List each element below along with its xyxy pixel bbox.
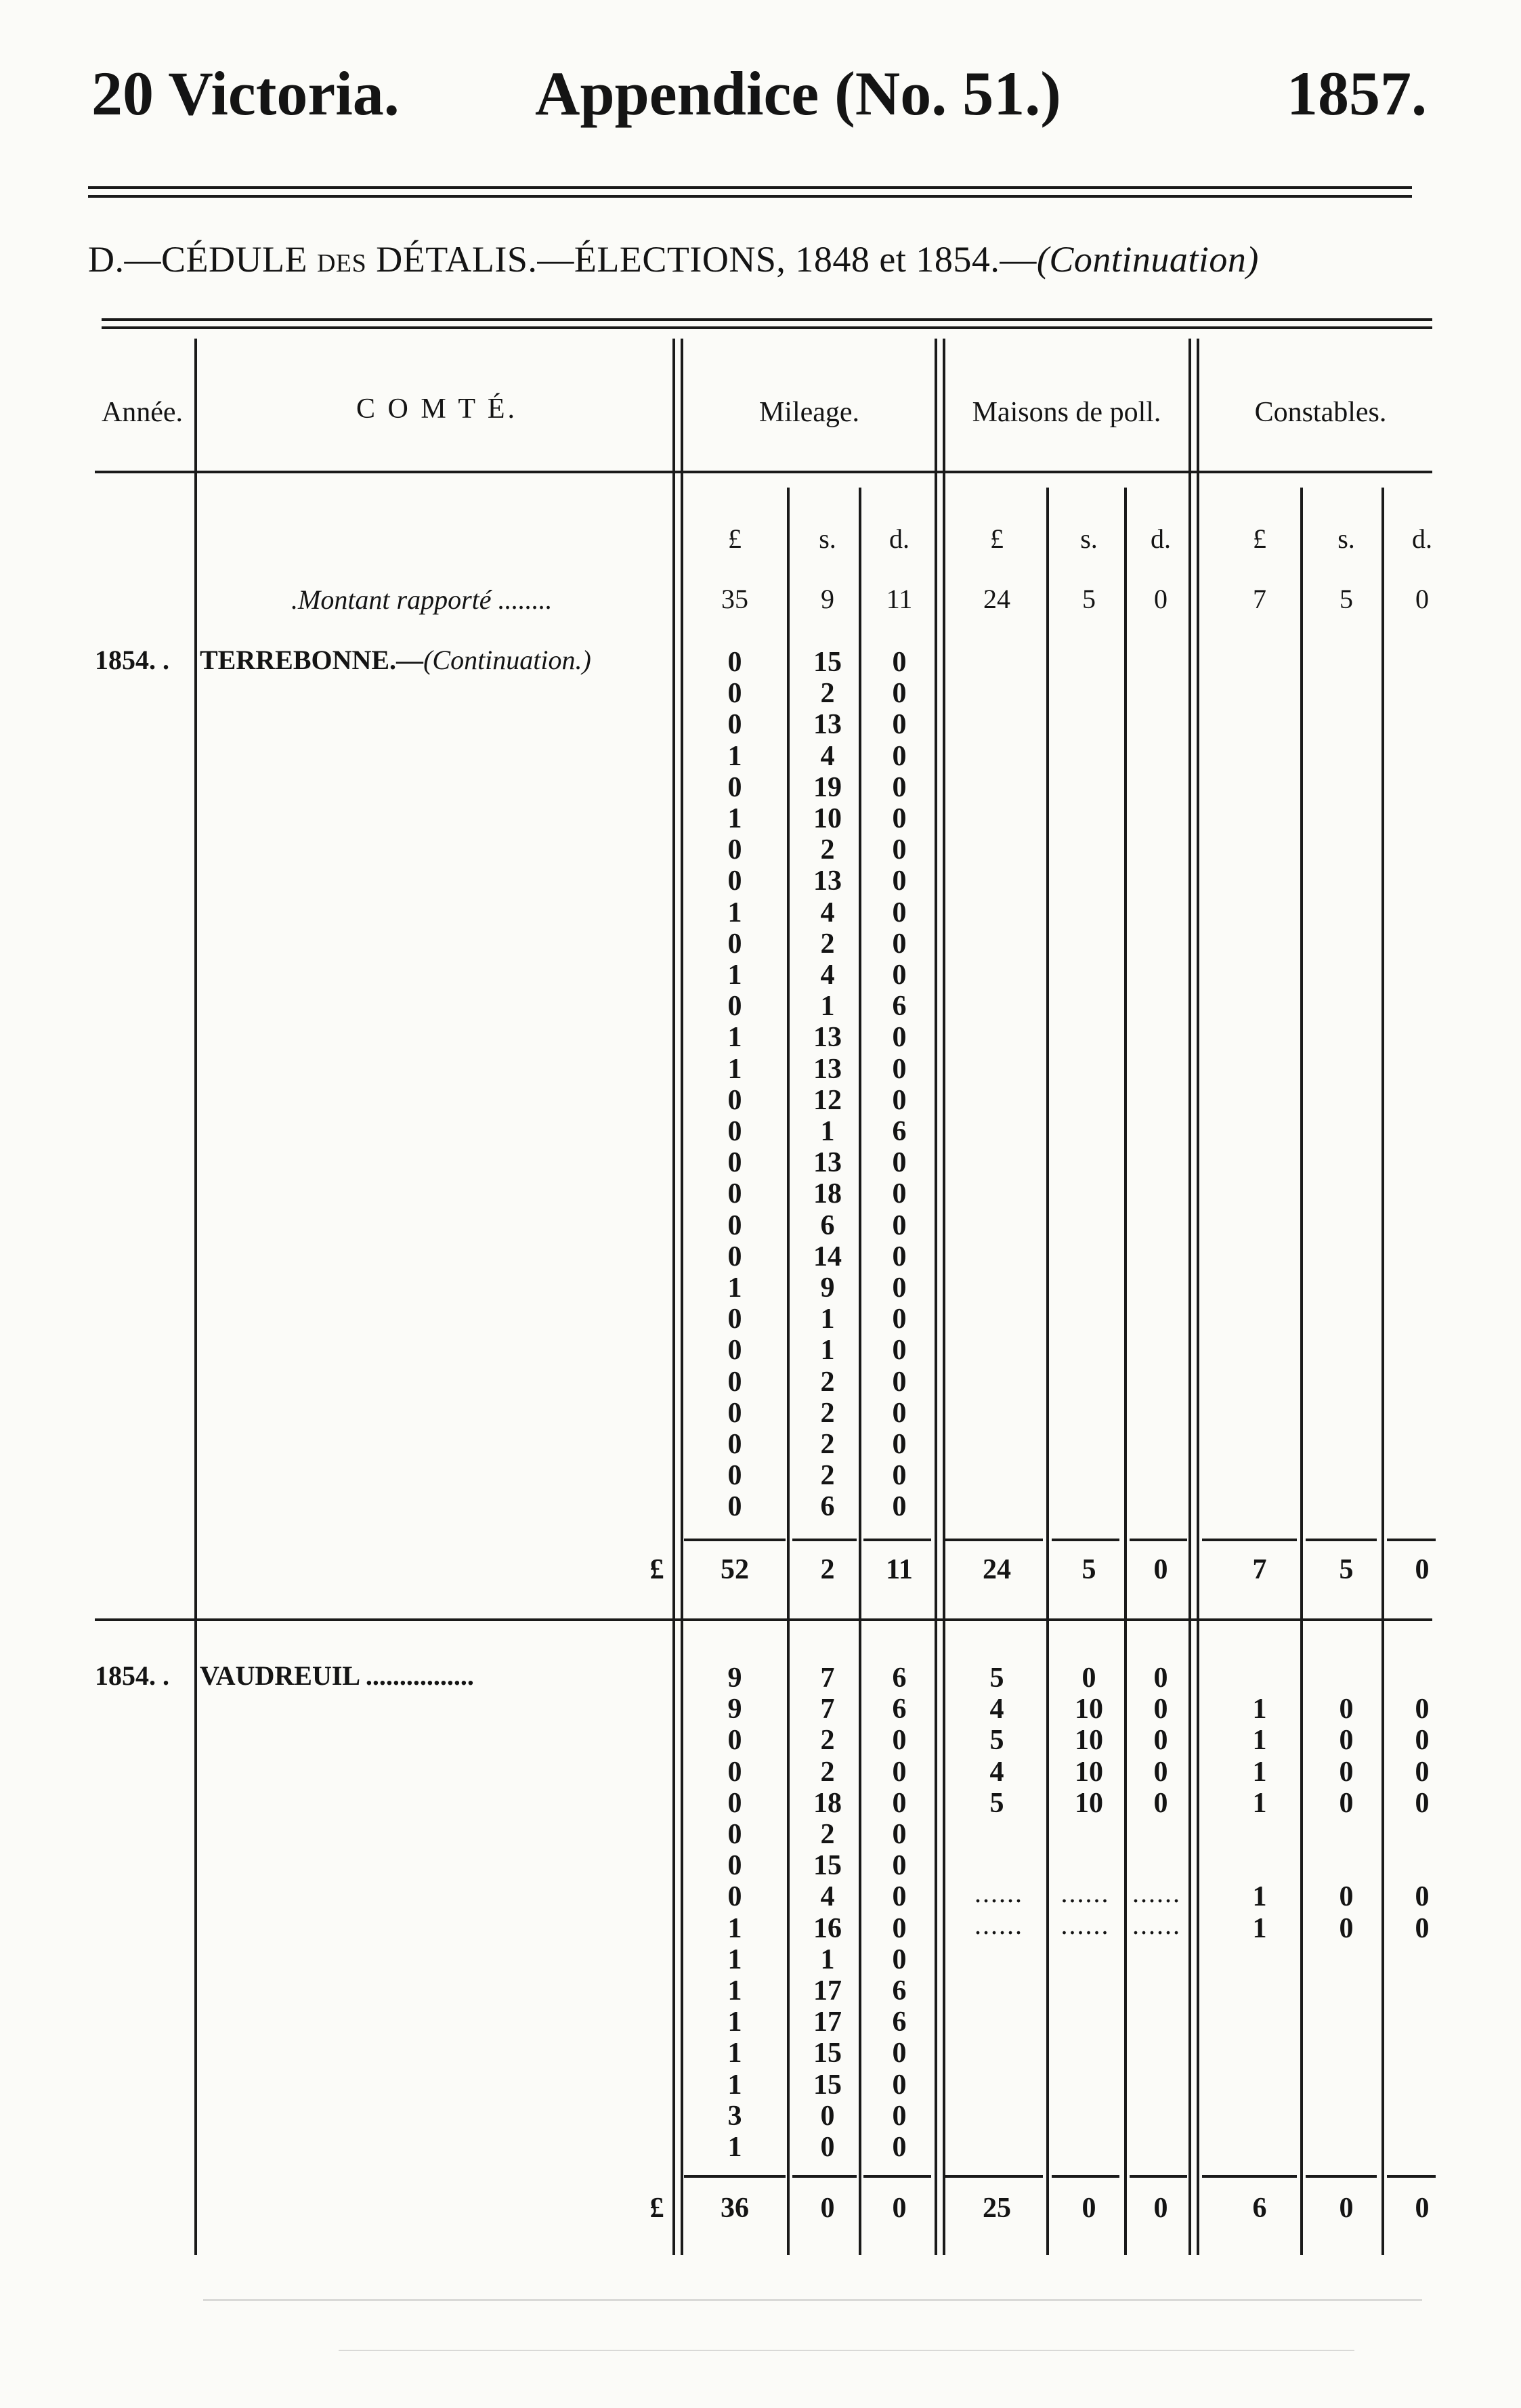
carried-value: 24	[983, 584, 1010, 614]
poll-cell: 5	[989, 1787, 1004, 1819]
carried-value: 7	[1253, 584, 1266, 614]
mileage-cell: 0	[727, 991, 742, 1023]
rule-annee	[194, 339, 197, 2255]
rule-const-d	[1381, 488, 1384, 2255]
mileage-cell: 0	[892, 1881, 907, 1913]
carried-value: 9	[821, 584, 834, 614]
title-prefix: D.—CÉDULE	[88, 239, 307, 280]
sum-rule	[1306, 2175, 1377, 2178]
unit-pound: £	[1253, 523, 1266, 554]
total-value: 52	[721, 1554, 749, 1585]
title-main: DÉTALIS.—ÉLECTIONS, 1848 et 1854.—	[376, 239, 1037, 280]
mileage-cell: 16	[813, 1912, 842, 1944]
mileage-cell: 0	[727, 1397, 742, 1429]
mileage-cell: 1	[727, 1912, 742, 1944]
constable-cell: 1	[1252, 1756, 1267, 1788]
mileage-cell: 2	[820, 1366, 835, 1398]
total-value: 5	[1339, 1554, 1354, 1585]
mileage-cell: 4	[820, 740, 835, 772]
mileage-cell: 0	[727, 709, 742, 741]
mileage-cell: 15	[813, 1850, 842, 1882]
mileage-cell: 0	[892, 803, 907, 834]
sum-rule	[863, 2175, 931, 2178]
mileage-cell: 6	[892, 1694, 907, 1725]
mileage-cell: 9	[727, 1662, 742, 1694]
carried-value: 11	[886, 584, 913, 614]
rule-mileage	[935, 339, 937, 2255]
mileage-cell: 15	[813, 647, 842, 678]
header-left: 20 Victoria.	[91, 59, 400, 128]
mileage-cell: 0	[892, 1241, 907, 1272]
mileage-cell: 0	[892, 1335, 907, 1367]
mileage-cell: 1	[727, 897, 742, 928]
scan-speckle	[203, 2299, 1422, 2301]
mileage-cell: 0	[727, 1850, 742, 1882]
mileage-cell: 0	[727, 1209, 742, 1241]
mileage-cell: 4	[820, 897, 835, 928]
rule-comte-b	[681, 339, 683, 2255]
col-annee: Année.	[101, 397, 184, 428]
mileage-cell: 13	[813, 865, 842, 897]
mileage-cell: 0	[892, 1022, 907, 1054]
poll-cell: 10	[1075, 1787, 1103, 1819]
mileage-cell: 1	[820, 991, 835, 1023]
mileage-cell: 10	[813, 803, 842, 834]
total-value: 7	[1252, 1554, 1267, 1585]
mileage-cell: 3	[727, 2100, 742, 2132]
rule-mileage-s	[787, 488, 790, 2255]
unit-pence: d.	[889, 523, 909, 554]
mileage-cell: 6	[820, 1491, 835, 1523]
table-top-rule-2	[102, 326, 1432, 329]
mileage-cell: 0	[892, 1209, 907, 1241]
poll-cell: 5	[989, 1725, 1004, 1757]
poll-cell: 4	[989, 1756, 1004, 1788]
carried-value: 0	[1415, 584, 1429, 614]
mileage-cell: 7	[820, 1694, 835, 1725]
mileage-cell: 0	[892, 740, 907, 772]
mileage-cell: 0	[727, 1084, 742, 1116]
mileage-cell: 0	[727, 928, 742, 960]
mileage-cell: 1	[727, 2069, 742, 2101]
mileage-cell: 2	[820, 1429, 835, 1460]
constable-cell: 1	[1252, 1881, 1267, 1913]
header-right: 1857.	[1287, 59, 1427, 128]
title-des: DES	[316, 249, 367, 278]
constable-cell: 0	[1415, 1725, 1430, 1757]
mileage-cell: 14	[813, 1241, 842, 1272]
section-end-rule	[95, 1618, 1432, 1621]
mileage-cell: 2	[820, 1756, 835, 1788]
mileage-cell: 6	[892, 991, 907, 1023]
mileage-cell: 0	[727, 1178, 742, 1210]
poll-blank-dots: ......	[1061, 1909, 1110, 1940]
mileage-cell: 0	[892, 1787, 907, 1819]
mileage-cell: 0	[892, 1725, 907, 1757]
col-maisons: Maisons de poll.	[972, 397, 1161, 428]
sum-rule	[1130, 2175, 1187, 2178]
sum-rule	[684, 2175, 786, 2178]
mileage-cell: 12	[813, 1084, 842, 1116]
mileage-cell: 9	[727, 1694, 742, 1725]
mileage-cell: 0	[892, 1912, 907, 1944]
mileage-cell: 0	[892, 1756, 907, 1788]
poll-cell: 0	[1153, 1694, 1168, 1725]
carried-value: 0	[1154, 584, 1167, 614]
total-value: 0	[1415, 1554, 1430, 1585]
sum-rule	[945, 2175, 1043, 2178]
county-name: TERREBONNE.—	[200, 645, 424, 675]
mileage-cell: 0	[892, 1272, 907, 1304]
poll-cell: 10	[1075, 1694, 1103, 1725]
poll-blank-dots: ......	[1061, 1878, 1110, 1909]
constable-cell: 0	[1339, 1787, 1354, 1819]
mileage-cell: 6	[892, 1116, 907, 1147]
sum-rule	[1130, 1539, 1187, 1541]
constable-cell: 1	[1252, 1912, 1267, 1944]
constable-cell: 0	[1339, 1725, 1354, 1757]
mileage-cell: 0	[727, 1241, 742, 1272]
rule-polls-s	[1046, 488, 1049, 2255]
mileage-cell: 0	[892, 928, 907, 960]
constable-cell: 0	[1415, 1694, 1430, 1725]
mileage-cell: 0	[892, 709, 907, 741]
mileage-cell: 1	[820, 1116, 835, 1147]
mileage-cell: 1	[727, 2132, 742, 2163]
total-value: 0	[892, 2193, 907, 2224]
section-year: 1854. .	[95, 1660, 169, 1691]
mileage-cell: 0	[727, 678, 742, 710]
mileage-cell: 17	[813, 2006, 842, 2038]
poll-cell: 4	[989, 1694, 1004, 1725]
total-value: 24	[983, 1554, 1011, 1585]
mileage-cell: 6	[820, 1209, 835, 1241]
mileage-cell: 18	[813, 1178, 842, 1210]
constable-cell: 0	[1339, 1912, 1354, 1944]
mileage-cell: 1	[820, 1304, 835, 1335]
mileage-cell: 7	[820, 1662, 835, 1694]
mileage-cell: 15	[813, 2069, 842, 2101]
mileage-cell: 6	[892, 1975, 907, 2006]
mileage-cell: 0	[892, 1084, 907, 1116]
total-value: 0	[1153, 2193, 1168, 2224]
mileage-cell: 1	[727, 1975, 742, 2006]
mileage-cell: 0	[727, 1147, 742, 1179]
mileage-cell: 2	[820, 1460, 835, 1492]
mileage-cell: 1	[727, 1022, 742, 1054]
mileage-cell: 1	[727, 803, 742, 834]
constable-cell: 1	[1252, 1725, 1267, 1757]
mileage-cell: 0	[892, 678, 907, 710]
mileage-cell: 1	[820, 1335, 835, 1367]
carried-label: .Montant rapporté ........	[291, 584, 553, 615]
total-value: 25	[983, 2193, 1011, 2224]
poll-blank-dots: ......	[974, 1909, 1023, 1940]
sum-rule	[684, 1539, 786, 1541]
mileage-cell: 0	[892, 1943, 907, 1975]
poll-blank-dots: ......	[1132, 1878, 1181, 1909]
mileage-cell: 2	[820, 834, 835, 866]
constable-cell: 0	[1339, 1756, 1354, 1788]
carried-value: 5	[1340, 584, 1353, 614]
mileage-cell: 4	[820, 1881, 835, 1913]
constable-cell: 0	[1339, 1694, 1354, 1725]
mileage-cell: 0	[820, 2100, 835, 2132]
header-divider	[95, 471, 1432, 473]
mileage-cell: 0	[727, 1366, 742, 1398]
mileage-cell: 0	[892, 1366, 907, 1398]
mileage-cell: 0	[727, 771, 742, 803]
county-dots: ................	[358, 1660, 474, 1691]
total-value: 36	[721, 2193, 749, 2224]
poll-cell: 10	[1075, 1756, 1103, 1788]
mileage-cell: 19	[813, 771, 842, 803]
page-title	[88, 238, 1442, 280]
mileage-cell: 1	[727, 740, 742, 772]
mileage-cell: 2	[820, 1819, 835, 1850]
mileage-cell: 0	[892, 2069, 907, 2101]
header-rule-2	[88, 195, 1412, 198]
col-constables: Constables.	[1254, 397, 1387, 428]
constable-cell: 0	[1339, 1881, 1354, 1913]
total-value: 0	[1153, 1554, 1168, 1585]
total-value: 11	[886, 1554, 913, 1585]
mileage-cell: 0	[892, 1053, 907, 1085]
mileage-cell: 0	[892, 1147, 907, 1179]
mileage-cell: 0	[727, 1725, 742, 1757]
constable-cell: 1	[1252, 1787, 1267, 1819]
mileage-cell: 0	[727, 647, 742, 678]
constable-cell: 0	[1415, 1787, 1430, 1819]
mileage-cell: 2	[820, 1397, 835, 1429]
mileage-cell: 4	[820, 960, 835, 991]
mileage-cell: 1	[727, 1053, 742, 1085]
sum-rule	[1387, 2175, 1436, 2178]
sum-rule	[1306, 1539, 1377, 1541]
mileage-cell: 0	[892, 960, 907, 991]
poll-cell: 0	[1153, 1787, 1168, 1819]
mileage-cell: 0	[892, 1491, 907, 1523]
mileage-cell: 0	[820, 2132, 835, 2163]
sum-rule	[792, 1539, 857, 1541]
mileage-cell: 0	[892, 1850, 907, 1882]
table-top-rule-1	[102, 318, 1432, 321]
mileage-cell: 0	[727, 1460, 742, 1492]
mileage-cell: 1	[727, 2006, 742, 2038]
poll-cell: 0	[1081, 1662, 1096, 1694]
unit-shilling: s.	[819, 523, 836, 554]
poll-blank-dots: ......	[1132, 1909, 1181, 1940]
total-value: 6	[1252, 2193, 1267, 2224]
sum-rule	[1052, 1539, 1119, 1541]
mileage-cell: 6	[892, 2006, 907, 2038]
mileage-cell: 0	[727, 1491, 742, 1523]
col-comte: C O M T É.	[356, 393, 517, 425]
total-symbol: £	[649, 2193, 664, 2224]
total-value: 2	[820, 1554, 835, 1585]
constable-cell: 0	[1415, 1756, 1430, 1788]
rule-mileage-b	[943, 339, 945, 2255]
rule-maisons-b	[1197, 339, 1199, 2255]
mileage-cell: 0	[892, 1178, 907, 1210]
unit-shilling: s.	[1080, 523, 1098, 554]
rule-mileage-d	[859, 488, 861, 2255]
section-county	[200, 644, 591, 676]
mileage-cell: 0	[727, 834, 742, 866]
rule-maisons	[1188, 339, 1191, 2255]
mileage-cell: 0	[727, 1819, 742, 1850]
unit-pence: d.	[1412, 523, 1432, 554]
mileage-cell: 0	[892, 771, 907, 803]
sum-rule	[1202, 1539, 1297, 1541]
rule-polls-d	[1124, 488, 1127, 2255]
total-value: 5	[1081, 1554, 1096, 1585]
unit-pound: £	[728, 523, 742, 554]
mileage-cell: 0	[892, 2132, 907, 2163]
mileage-cell: 1	[727, 960, 742, 991]
mileage-cell: 0	[892, 647, 907, 678]
sum-rule	[1052, 2175, 1119, 2178]
mileage-cell: 0	[727, 1787, 742, 1819]
mileage-cell: 1	[820, 1943, 835, 1975]
mileage-cell: 13	[813, 1053, 842, 1085]
mileage-cell: 0	[727, 1116, 742, 1147]
mileage-cell: 17	[813, 1975, 842, 2006]
scan-speckle-2	[339, 2350, 1354, 2351]
title-continuation: (Continuation)	[1036, 239, 1259, 280]
mileage-cell: 0	[892, 1304, 907, 1335]
constable-cell: 0	[1415, 1881, 1430, 1913]
mileage-cell: 9	[820, 1272, 835, 1304]
unit-pence: d.	[1151, 523, 1171, 554]
unit-pound: £	[990, 523, 1004, 554]
mileage-cell: 0	[727, 1881, 742, 1913]
mileage-cell: 0	[727, 865, 742, 897]
rule-const-s	[1300, 488, 1303, 2255]
poll-cell: 0	[1153, 1662, 1168, 1694]
mileage-cell: 0	[892, 865, 907, 897]
mileage-cell: 13	[813, 1022, 842, 1054]
sum-rule	[863, 1539, 931, 1541]
header-rule-1	[88, 186, 1412, 189]
mileage-cell: 0	[892, 1397, 907, 1429]
mileage-cell: 0	[727, 1335, 742, 1367]
section-county	[200, 1660, 474, 1692]
sum-rule	[1387, 1539, 1436, 1541]
total-value: 0	[1081, 2193, 1096, 2224]
sum-rule	[945, 1539, 1043, 1541]
mileage-cell: 0	[892, 2038, 907, 2069]
mileage-cell: 1	[727, 2038, 742, 2069]
mileage-cell: 18	[813, 1787, 842, 1819]
carried-value: 35	[721, 584, 748, 614]
county-note: (Continuation.)	[423, 645, 591, 675]
mileage-cell: 1	[727, 1272, 742, 1304]
rule-comte	[672, 339, 675, 2255]
carried-value: 5	[1082, 584, 1096, 614]
mileage-cell: 0	[727, 1756, 742, 1788]
mileage-cell: 0	[892, 897, 907, 928]
mileage-cell: 6	[892, 1662, 907, 1694]
mileage-cell: 0	[892, 1460, 907, 1492]
sum-rule	[1202, 2175, 1297, 2178]
total-value: 0	[1339, 2193, 1354, 2224]
county-name: VAUDREUIL	[200, 1660, 359, 1691]
col-mileage: Mileage.	[758, 397, 860, 428]
mileage-cell: 2	[820, 1725, 835, 1757]
total-value: 0	[1415, 2193, 1430, 2224]
poll-cell: 10	[1075, 1725, 1103, 1757]
total-value: 0	[820, 2193, 835, 2224]
mileage-cell: 2	[820, 928, 835, 960]
mileage-cell: 15	[813, 2038, 842, 2069]
mileage-cell: 0	[727, 1429, 742, 1460]
sum-rule	[792, 2175, 857, 2178]
mileage-cell: 1	[727, 1943, 742, 1975]
mileage-cell: 0	[892, 2100, 907, 2132]
poll-blank-dots: ......	[974, 1878, 1023, 1909]
mileage-cell: 0	[727, 1304, 742, 1335]
section-year: 1854. .	[95, 645, 169, 675]
mileage-cell: 0	[892, 834, 907, 866]
poll-cell: 0	[1153, 1725, 1168, 1757]
total-symbol: £	[649, 1554, 664, 1585]
mileage-cell: 2	[820, 678, 835, 710]
mileage-cell: 0	[892, 1819, 907, 1850]
mileage-cell: 13	[813, 709, 842, 741]
constable-cell: 0	[1415, 1912, 1430, 1944]
mileage-cell: 13	[813, 1147, 842, 1179]
unit-shilling: s.	[1337, 523, 1355, 554]
poll-cell: 5	[989, 1662, 1004, 1694]
poll-cell: 0	[1153, 1756, 1168, 1788]
header-center: Appendice (No. 51.)	[535, 59, 1061, 128]
mileage-cell: 0	[892, 1429, 907, 1460]
constable-cell: 1	[1252, 1694, 1267, 1725]
